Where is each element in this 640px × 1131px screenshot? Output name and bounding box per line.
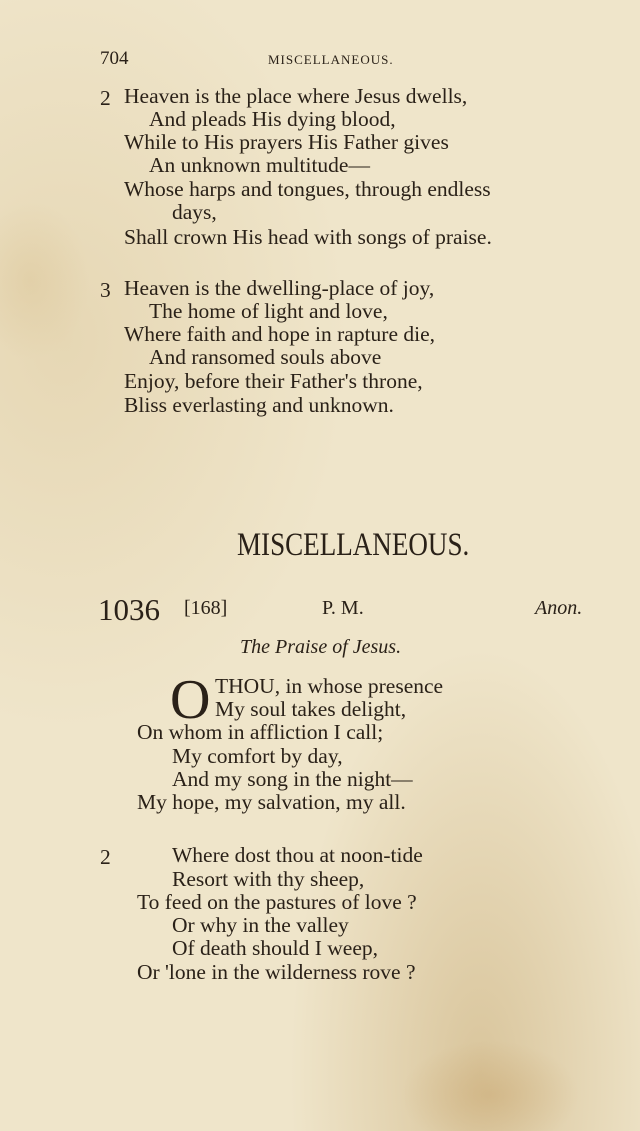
verse-line: Or 'lone in the wilderness rove ?: [137, 960, 416, 984]
drop-cap: O: [170, 669, 211, 731]
verse-line: The home of light and love,: [149, 299, 388, 323]
verse-line: And ransomed souls above: [149, 345, 382, 369]
hymn-author: Anon.: [535, 597, 583, 619]
verse-number: 3: [100, 278, 111, 302]
verse-line: An unknown multitude—: [149, 153, 370, 177]
verse-line: Heaven is the place where Jesus dwells,: [124, 84, 468, 108]
verse-line: Or why in the valley: [172, 913, 349, 937]
verse-line: And pleads His dying blood,: [149, 107, 396, 131]
verse-line: Where faith and hope in rapture die,: [124, 322, 436, 346]
page-number: 704: [100, 48, 129, 69]
verse-line: While to His prayers His Father gives: [124, 130, 449, 154]
verse-line: days,: [172, 200, 217, 224]
verse-number: 2: [100, 86, 111, 110]
running-head-title: MISCELLANEOUS.: [268, 52, 394, 67]
verse-line: My soul takes delight,: [215, 697, 407, 721]
verse-line: THOU, in whose presence: [215, 674, 444, 698]
verse-line: My hope, my salvation, my all.: [137, 790, 406, 814]
verse-line: Shall crown His head with songs of praise.: [124, 225, 492, 249]
verse-line: Whose harps and tongues, through endless: [124, 177, 491, 201]
hymn-number: 1036: [98, 592, 160, 627]
verse-line: Heaven is the dwelling-place of joy,: [124, 276, 435, 300]
verse-line: And my song in the night—: [172, 767, 413, 791]
paper-stain: [0, 200, 90, 360]
hymn-reference: [168]: [184, 597, 228, 619]
verse-line: Of death should I weep,: [172, 936, 378, 960]
verse-line: Where dost thou at noon-tide: [172, 843, 423, 867]
verse-line: On whom in affliction I call;: [137, 720, 384, 744]
paper-stain: [400, 1040, 580, 1131]
section-heading: MISCELLANEOUS.: [237, 527, 470, 563]
verse-line: Bliss everlasting and unknown.: [124, 393, 394, 417]
verse-line: Resort with thy sheep,: [172, 867, 365, 891]
hymn-meter: P. M.: [322, 597, 364, 619]
verse-line: My comfort by day,: [172, 744, 343, 768]
verse-number: 2: [100, 845, 111, 869]
hymn-title: The Praise of Jesus.: [240, 636, 402, 658]
verse-line: To feed on the pastures of love ?: [137, 890, 417, 914]
verse-line: Enjoy, before their Father's throne,: [124, 369, 423, 393]
